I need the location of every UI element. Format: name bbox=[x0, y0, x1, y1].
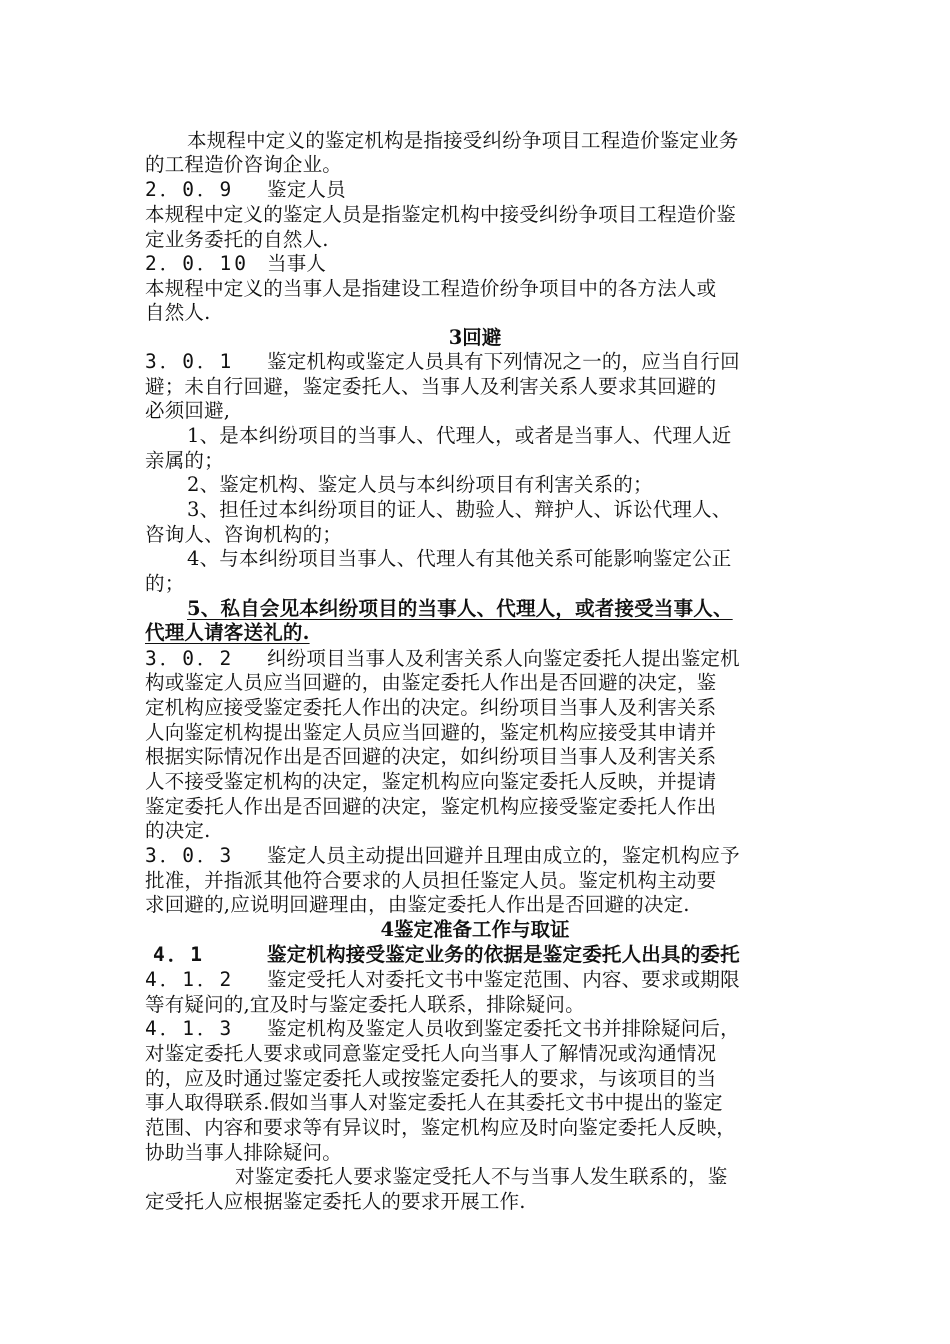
section-heading-4: 4鉴定准备工作与取证 bbox=[380, 918, 570, 941]
bold-underlined-text: 代理人请客送礼的. bbox=[145, 621, 310, 644]
clause-number: 3．0．2 bbox=[145, 647, 235, 670]
clause-3-0-1 bbox=[145, 349, 805, 375]
paragraph-line-bold bbox=[145, 620, 805, 646]
paragraph-line: 本规程中定义的当事人是指建设工程造价纷争项目中的各方法人或 bbox=[145, 277, 717, 300]
paragraph-line: 避；未自行回避，鉴定委托人、当事人及利害关系人要求其回避的 bbox=[145, 375, 717, 398]
paragraph-line: 协助当事人排除疑问。 bbox=[145, 1141, 343, 1164]
clause-text: 鉴定机构或鉴定人员具有下列情况之一的，应当自行回 bbox=[267, 350, 740, 373]
clause-3-0-3 bbox=[145, 843, 805, 869]
clause-number: 4．1 bbox=[153, 943, 205, 966]
clause-number: 4．1．3 bbox=[145, 1017, 235, 1040]
paragraph-line: 等有疑问的,宜及时与鉴定委托人联系，排除疑问。 bbox=[145, 993, 585, 1016]
list-item-bold bbox=[145, 596, 847, 622]
paragraph-line: 本规程中定义的鉴定人员是指鉴定机构中接受纠纷争项目工程造价鉴 bbox=[145, 203, 737, 226]
clause-number: 2．0．9 bbox=[145, 178, 235, 201]
paragraph-line: 定受托人应根据鉴定委托人的要求开展工作. bbox=[145, 1190, 526, 1213]
clause-number: 3．0．3 bbox=[145, 844, 235, 867]
clause-4-1-3 bbox=[145, 1016, 805, 1042]
paragraph-line: 的； bbox=[145, 572, 185, 595]
paragraph-line: 事人取得联系.假如当事人对鉴定委托人在其委托文书中提出的鉴定 bbox=[145, 1091, 723, 1114]
paragraph-line: 的，应及时通过鉴定委托人或按鉴定委托人的要求，与该项目的当 bbox=[145, 1067, 717, 1090]
list-item: 3、担任过本纠纷项目的证人、勘验人、辩护人、诉讼代理人、 bbox=[187, 498, 732, 521]
clause-text: 鉴定受托人对委托文书中鉴定范围、内容、要求或期限 bbox=[267, 968, 740, 991]
paragraph-line: 根据实际情况作出是否回避的决定，如纠纷项目当事人及利害关系 bbox=[145, 745, 717, 768]
paragraph-line: 定业务委托的自然人. bbox=[145, 228, 329, 251]
clause-number: 2．0．10 bbox=[145, 252, 249, 275]
paragraph-line: 的工程造价咨询企业。 bbox=[145, 153, 343, 176]
clause-text: 鉴定人员主动提出回避并且理由成立的，鉴定机构应予 bbox=[267, 844, 740, 867]
clause-title: 鉴定人员 bbox=[267, 178, 346, 201]
paragraph-line: 人向鉴定机构提出鉴定人员应当回避的，鉴定机构应接受其申请并 bbox=[145, 721, 717, 744]
list-item: 4、与本纠纷项目当事人、代理人有其他关系可能影响鉴定公正 bbox=[187, 547, 732, 570]
paragraph-line: 的决定. bbox=[145, 819, 211, 842]
clause-4-1 bbox=[145, 942, 805, 968]
section-heading-3: 3回避 bbox=[448, 326, 502, 349]
paragraph-line: 自然人. bbox=[145, 301, 211, 324]
paragraph-line: 求回避的,应说明回避理由，由鉴定委托人作出是否回避的决定. bbox=[145, 893, 690, 916]
clause-2-0-10 bbox=[145, 251, 805, 277]
clause-4-1-2 bbox=[145, 967, 805, 993]
paragraph-line: 亲属的； bbox=[145, 449, 224, 472]
paragraph-line: 对鉴定委托人要求鉴定受托人不与当事人发生联系的，鉴 bbox=[235, 1165, 728, 1188]
paragraph-line: 对鉴定委托人要求或同意鉴定受托人向当事人了解情况或沟通情况 bbox=[145, 1042, 717, 1065]
list-item: 1、是本纠纷项目的当事人、代理人，或者是当事人、代理人近 bbox=[187, 424, 732, 447]
paragraph-line: 范围、内容和要求等有异议时，鉴定机构应及时向鉴定委托人反映， bbox=[145, 1116, 737, 1139]
paragraph-line: 必须回避, bbox=[145, 399, 231, 422]
clause-title: 当事人 bbox=[267, 252, 327, 275]
clause-number: 3．0．1 bbox=[145, 350, 235, 373]
paragraph-line: 鉴定委托人作出是否回避的决定，鉴定机构应接受鉴定委托人作出 bbox=[145, 795, 717, 818]
bold-underlined-text: 5、私自会见本纠纷项目的当事人、代理人，或者接受当事人、 bbox=[187, 597, 733, 620]
paragraph-line: 咨询人、咨询机构的； bbox=[145, 523, 343, 546]
clause-text: 鉴定机构及鉴定人员收到鉴定委托文书并排除疑问后， bbox=[267, 1017, 740, 1040]
paragraph-line: 构或鉴定人员应当回避的，由鉴定委托人作出是否回避的决定，鉴 bbox=[145, 671, 717, 694]
clause-number: 4．1．2 bbox=[145, 968, 235, 991]
paragraph-line: 批准，并指派其他符合要求的人员担任鉴定人员。鉴定机构主动要 bbox=[145, 869, 717, 892]
paragraph-line: 人不接受鉴定机构的决定，鉴定机构应向鉴定委托人反映，并提请 bbox=[145, 770, 717, 793]
paragraph-line: 定机构应接受鉴定委托人作出的决定。纠纷项目当事人及利害关系 bbox=[145, 696, 717, 719]
paragraph-line: 本规程中定义的鉴定机构是指接受纠纷争项目工程造价鉴定业务 bbox=[187, 129, 739, 152]
list-item: 2、鉴定机构、鉴定人员与本纠纷项目有利害关系的； bbox=[187, 473, 653, 496]
clause-3-0-2 bbox=[145, 646, 805, 672]
clause-2-0-9 bbox=[145, 177, 805, 203]
clause-text: 纠纷项目当事人及利害关系人向鉴定委托人提出鉴定机 bbox=[267, 647, 740, 670]
clause-text: 鉴定机构接受鉴定业务的依据是鉴定委托人出具的委托 bbox=[267, 943, 740, 966]
